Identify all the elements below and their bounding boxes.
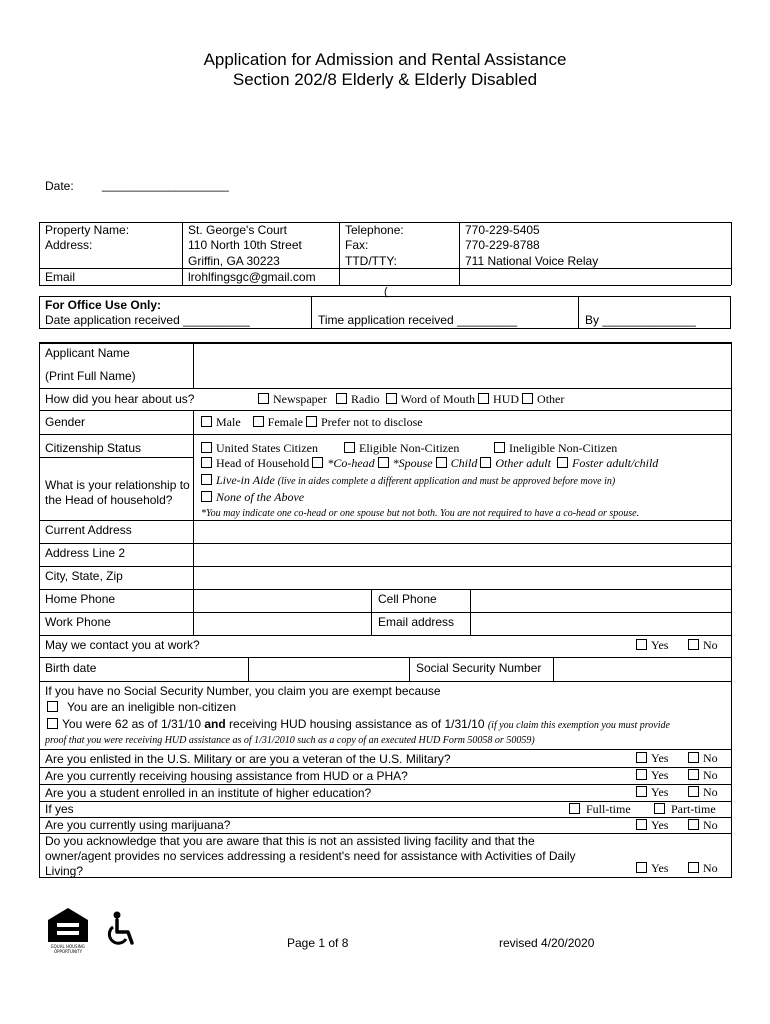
contact-work-label: May we contact you at work? [45,638,200,652]
property-name-label: Property Name: [45,223,130,237]
checkbox-student-yes[interactable] [636,786,647,797]
email-label: Email [45,270,76,284]
work-phone-label: Work Phone [45,615,111,629]
exempt-proof-note: proof that you were receiving HUD assistance as of 1/31/2010 such as a copy of an executed HUD Form 50058 or 50059) [45,735,535,746]
email-address-label: Email address [378,615,455,629]
checkbox-marijuana-no[interactable] [688,819,699,830]
ssn-input[interactable] [555,659,729,680]
checkbox-military-yes[interactable] [636,752,647,763]
marijuana-no[interactable]: No [688,818,718,833]
assisted-living-line2: owner/agent provides no services addressing a resident's need for assistance with Activities of Daily [45,849,576,863]
checkbox-housing-assist-no[interactable] [688,769,699,780]
housing-assist-no[interactable]: No [688,768,718,783]
checkbox-contact-work-no[interactable] [688,639,699,650]
home-phone-label: Home Phone [45,592,116,606]
current-address-label: Current Address [45,523,132,537]
checkbox-male[interactable] [201,416,212,427]
applicant-name-input[interactable] [195,346,729,386]
relationship-options-row1 [201,456,658,471]
option-cohead[interactable]: *Co-head [312,456,374,470]
date-received-field[interactable]: Date application received __________ [45,313,250,327]
option-hud[interactable]: HUD [478,392,519,406]
checkbox-radio[interactable] [336,393,347,404]
military-label: Are you enlisted in the U.S. Military or are you a veteran of the U.S. Military? [45,752,451,766]
hear-about-label: How did you hear about us? [45,392,195,406]
gender-options [201,415,423,430]
contact-work-no[interactable]: No [688,638,718,653]
option-livein[interactable]: Live-in Aide (live in aides complete a different application and must be approved before move in) [201,473,615,489]
option-female[interactable]: Female [253,415,303,429]
marijuana-label: Are you currently using marijuana? [45,818,231,832]
address-line2-input[interactable] [195,545,729,565]
time-received-field[interactable]: Time application received _________ [318,313,518,327]
military-no[interactable]: No [688,751,718,766]
marijuana-yes[interactable]: Yes [636,818,668,833]
option-male[interactable]: Male [201,415,241,429]
option-radio[interactable]: Radio [336,392,380,406]
form-subtitle: Section 202/8 Elderly & Elderly Disabled [232,70,538,89]
date-label: Date: [45,179,74,193]
exempt-option-1[interactable]: You are an ineligible non-citizen [47,700,236,715]
work-phone-input[interactable] [195,614,370,634]
checkbox-newspaper[interactable] [258,393,269,404]
cell-phone-input[interactable] [472,591,729,611]
checkbox-us-citizen[interactable] [201,442,212,453]
option-ineligible-non-citizen[interactable]: Ineligible Non-Citizen [494,441,617,456]
email-address-input[interactable] [472,614,729,634]
option-other[interactable]: Other [522,392,564,406]
military-yes[interactable]: Yes [636,751,668,766]
full-time-option[interactable]: Full-time [569,802,631,817]
option-us-citizen[interactable]: United States Citizen [201,441,318,456]
home-phone-input[interactable] [195,591,370,611]
assisted-living-line1: Do you acknowledge that you are aware that this is not an assisted living facility and that the [45,834,535,848]
fax-label: Fax: [345,238,369,252]
birth-date-label: Birth date [45,661,97,675]
applicant-name-label: Applicant Name [45,346,130,360]
address-line2-value: Griffin, GA 30223 [188,254,280,268]
assisted-living-no[interactable]: No [688,861,718,876]
checkbox-assisted-living-yes[interactable] [636,862,647,873]
address-line2-label: Address Line 2 [45,546,126,560]
housing-assist-label: Are you currently receiving housing assistance from HUD or a PHA? [45,769,408,783]
city-state-zip-input[interactable] [195,568,729,588]
livein-note: (live in aides complete a different application and must be approved before move in) [277,476,616,487]
city-state-zip-label: City, State, Zip [45,569,123,583]
citizenship-label: Citizenship Status [45,441,142,455]
office-use-heading: For Office Use Only: [45,298,162,312]
checkbox-part-time[interactable] [654,803,665,814]
checkbox-word-of-mouth[interactable] [386,393,397,404]
checkbox-other-adult[interactable] [480,457,491,468]
student-no[interactable]: No [688,785,718,800]
checkbox-cohead[interactable] [312,457,323,468]
part-time-option[interactable]: Part-time [654,802,716,817]
checkbox-livein[interactable] [201,474,212,485]
address-label: Address: [45,238,93,252]
address-line1-value: 110 North 10th Street [188,238,302,252]
tty-label: TTD/TTY: [345,254,397,268]
page-number: Page 1 of 8 [287,936,349,950]
equal-housing-text: EQUAL HOUSING OPPORTUNITY [51,944,85,954]
option-head[interactable]: Head of Household [201,456,309,470]
checkbox-marijuana-yes[interactable] [636,819,647,830]
option-foster[interactable]: Foster adult/child [557,456,658,470]
ssn-label: Social Security Number [416,661,542,675]
current-address-input[interactable] [195,522,729,542]
checkbox-none[interactable] [201,491,212,502]
equal-housing-icon [46,906,90,954]
checkbox-eligible-non-citizen[interactable] [344,442,355,453]
email-value[interactable]: lrohlfingsgc@gmail.com [188,270,316,284]
checkbox-female[interactable] [253,416,264,427]
option-eligible-non-citizen[interactable]: Eligible Non-Citizen [344,441,459,456]
option-prefer-not[interactable]: Prefer not to disclose [306,415,423,429]
housing-assist-yes[interactable]: Yes [636,768,668,783]
revised-date: revised 4/20/2020 [499,936,595,950]
checkbox-other[interactable] [522,393,533,404]
checkbox-military-no[interactable] [688,752,699,763]
checkbox-contact-work-yes[interactable] [636,639,647,650]
fax-value: 770-229-8788 [465,238,540,252]
checkbox-foster[interactable] [557,457,568,468]
contact-work-yes[interactable]: Yes [636,638,668,653]
checkbox-exempt-2[interactable] [47,718,58,729]
hear-options [258,392,564,407]
checkbox-full-time[interactable] [569,803,580,814]
relationship-label: What is your relationship to the Head of household? [45,478,190,507]
checkbox-assisted-living-no[interactable] [688,862,699,873]
birth-date-input[interactable] [250,659,408,680]
assisted-living-yes[interactable]: Yes [636,861,668,876]
checkbox-ineligible-non-citizen[interactable] [494,442,505,453]
option-word-of-mouth[interactable]: Word of Mouth [386,392,475,406]
date-field[interactable]: ___________________ [102,178,229,192]
checkbox-child[interactable] [436,457,447,468]
option-none[interactable]: None of the Above [201,490,304,505]
cell-phone-label: Cell Phone [378,592,437,606]
tty-value: 711 National Voice Relay [465,254,599,268]
form-title: Application for Admission and Rental Assistance [203,50,567,69]
student-yes[interactable]: Yes [636,785,668,800]
if-yes-label: If yes [45,802,74,816]
print-full-name-label: (Print Full Name) [45,369,136,383]
checkbox-hud[interactable] [478,393,489,404]
telephone-label: Telephone: [345,223,404,237]
assisted-living-line3: Living? [45,864,84,878]
option-other-adult[interactable]: Other adult [480,456,551,470]
ssn-exempt-label: If you have no Social Security Number, you claim you are exempt because [45,684,441,698]
telephone-value: 770-229-5405 [465,223,540,237]
option-child[interactable]: Child [436,456,478,470]
exempt-option-2[interactable]: You were 62 as of 1/31/10 and receiving HUD housing assistance as of 1/31/10 (if you claim this exemption you must provide [47,717,670,733]
relationship-footnote: *You may indicate one co-head or one spouse but not both. You are not required to have a co-head or spouse. [201,508,640,519]
student-label: Are you a student enrolled in an institute of higher education? [45,786,372,800]
received-by-field[interactable]: By ______________ [585,313,696,327]
option-newspaper[interactable]: Newspaper [258,392,327,406]
checkbox-head[interactable] [201,457,212,468]
property-name-value: St. George's Court [188,223,287,237]
checkbox-prefer-not[interactable] [306,416,317,427]
accessibility-icon [104,910,138,948]
option-spouse[interactable]: *Spouse [378,456,433,470]
checkbox-student-no[interactable] [688,786,699,797]
gender-label: Gender [45,415,86,429]
checkbox-housing-assist-yes[interactable] [636,769,647,780]
checkbox-exempt-1[interactable] [47,701,58,712]
checkbox-spouse[interactable] [378,457,389,468]
paren-mark: ( [384,286,388,298]
